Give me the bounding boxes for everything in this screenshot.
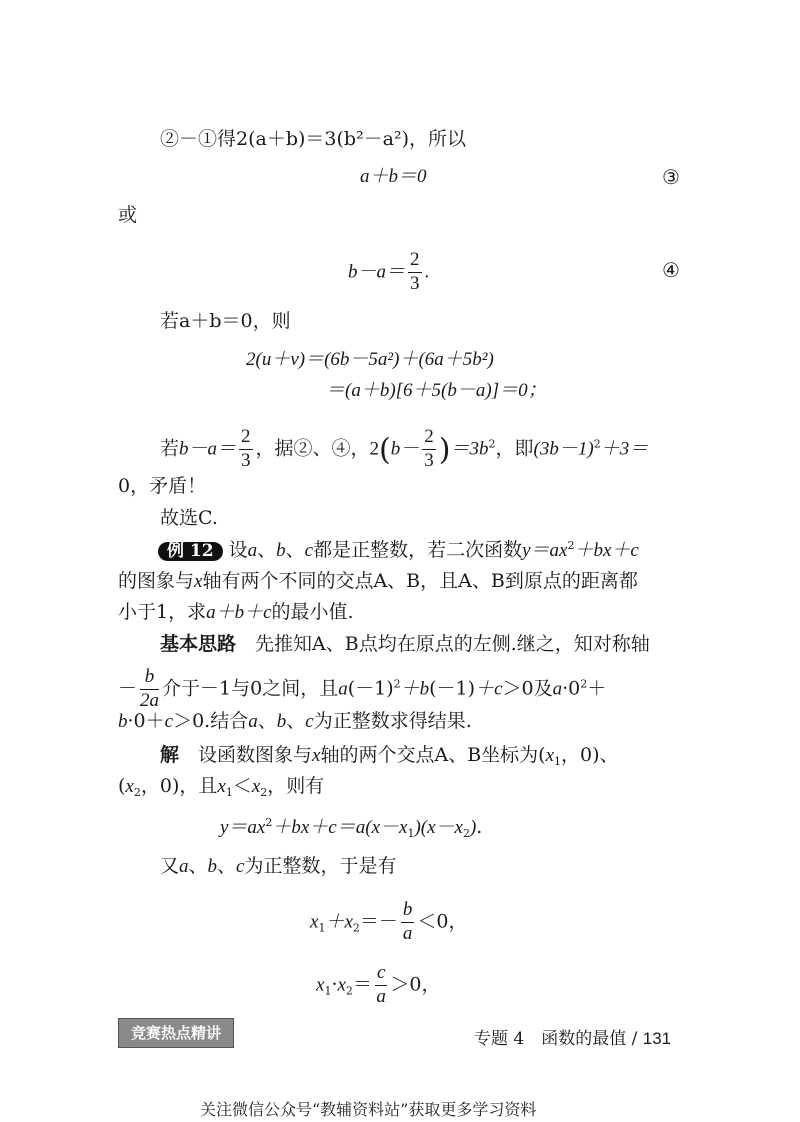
equation-uv-2: ＝(a＋b)[6＋5(b－a)]＝0； bbox=[326, 380, 547, 401]
text-line-5: 若a＋b＝0，则 bbox=[160, 310, 291, 332]
solution-label: 解 bbox=[160, 744, 180, 766]
equation-3: a＋b＝0 bbox=[360, 166, 427, 187]
solution-line-3: 又a、b、c为正整数，于是有 bbox=[160, 855, 397, 877]
equation-4: b－a＝ $\frac{2}{3}$ . bbox=[348, 249, 430, 294]
series-label: 竞赛热点精讲 bbox=[118, 1018, 234, 1048]
idea-line-1: 基本思路 先推知A、B点均在原点的左侧.继之，知对称轴 bbox=[160, 633, 650, 655]
example-12-line-1: 例 12 设a、b、c都是正整数，若二次函数$y=ax^2+bx+c$ bbox=[158, 540, 639, 561]
equation-uv-1: 2(u＋v)＝(6b－5a²)＋(6a＋5b²) bbox=[246, 349, 494, 370]
text-line-8: 若b－a＝ $\frac{2}{3}$ ，据②、④，2(b－ $\frac{2}{3}$ )$=3b^2$，即$(3b-1)^2+3=$ bbox=[160, 426, 649, 471]
solution-equation-3: $x_1\cdot x_2=$ $\frac{c}{a}$ ＞0， bbox=[316, 962, 441, 1007]
text-line-or: 或 bbox=[118, 204, 138, 226]
idea-label: 基本思路 bbox=[160, 633, 237, 655]
example-12-line-2: 的图象与x轴有两个不同的交点A、B，且A、B到原点的距离都 bbox=[118, 570, 638, 592]
solution-equation-2: $x_1+x_2=-$ $\frac{b}{a}$ ＜0， bbox=[310, 899, 468, 944]
fraction-two-thirds: $\frac{2}{3}$ bbox=[410, 249, 420, 294]
example-12-line-3: 小于1，求a＋b＋c的最小值. bbox=[118, 601, 354, 623]
text-line-9: 0，矛盾！ bbox=[118, 475, 207, 497]
text-line-1: ②－①得2(a＋b)＝3(b²－a²)，所以 bbox=[160, 128, 467, 150]
equation-number-4: ④ bbox=[662, 258, 680, 282]
idea-line-3: b·0＋c＞0.结合a、b、c为正整数求得结果. bbox=[118, 710, 472, 732]
idea-line-2: － $\frac{b}{2a}$ 介于－1与0之间，且$a(-1)^2+b(-1)+c>0$及$a\cdot 0^2+$ bbox=[118, 666, 607, 711]
text-line-10: 故选C. bbox=[160, 507, 218, 529]
equation-number-3: ③ bbox=[662, 165, 680, 189]
watermark-text: 关注微信公众号“教辅资料站”获取更多学习资料 bbox=[200, 1100, 537, 1119]
footer-chapter bbox=[474, 1024, 671, 1049]
chapter-title: 专题 4 函数的最值 / bbox=[474, 1029, 638, 1049]
example-badge: 例 12 bbox=[158, 542, 223, 561]
solution-line-2: ($x_2$，0)，且$x_1<x_2$，则有 bbox=[118, 775, 325, 799]
solution-equation-1: $y=ax^2+bx+c=a(x-x_1)(x-x_2)$. bbox=[220, 816, 483, 840]
page-number: 131 bbox=[642, 1029, 672, 1048]
solution-line-1: 解 设函数图象与x轴的两个交点A、B坐标为($x_1$，0)、 bbox=[160, 744, 619, 768]
